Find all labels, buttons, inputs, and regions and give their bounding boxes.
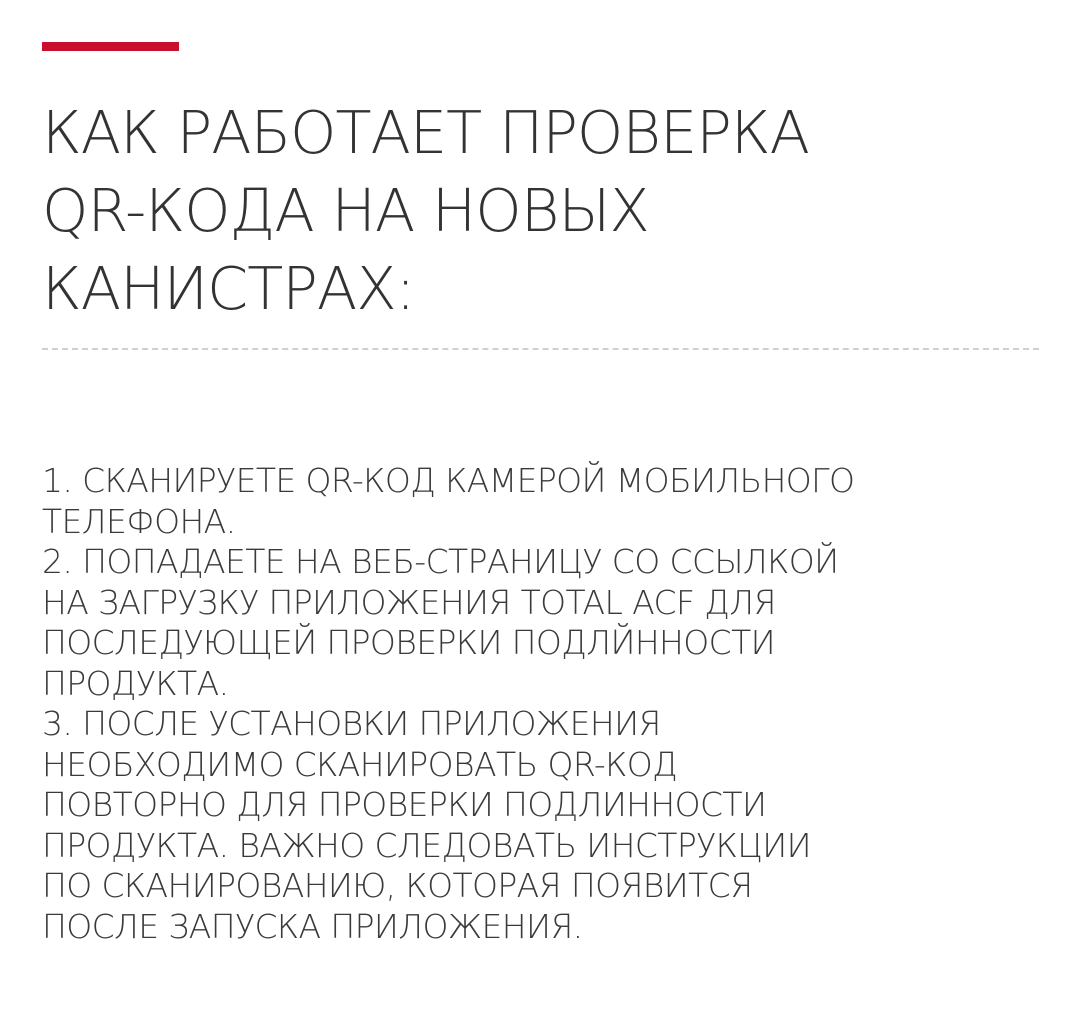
accent-bar [42,42,179,51]
step-text-line: ПОСЛЕ ЗАПУСКА ПРИЛОЖЕНИЯ. [42,906,583,946]
step-text-line: 2. ПОПАДАЕТЕ НА ВЕБ-СТРАНИЦУ СО ССЫЛКОЙ [42,542,839,581]
instruction-steps [42,461,1052,947]
step-text-line: ПОСЛЕДУЮЩЕЙ ПРОВЕРКИ ПОДЛЙННОСТИ [42,623,775,662]
step-text-line: ПРОДУКТА. [42,663,229,703]
step-text-line: ПОВТОРНО ДЛЯ ПРОВЕРКИ ПОДЛИННОСТИ [42,785,767,824]
step-text-line: НЕОБХОДИМО СКАНИРОВАТЬ QR-КОД [42,744,678,784]
step-text-line: ТЕЛЕФОНА. [42,501,236,541]
title-line: QR-КОДА НА НОВЫХ [42,176,649,245]
step-text-line: ПРОДУКТА. ВАЖНО СЛЕДОВАТЬ ИНСТРУКЦИИ [42,825,811,865]
page-title [42,94,1052,328]
title-line: КАНИСТРАХ: [42,254,415,323]
step-text-line: НА ЗАГРУЗКУ ПРИЛОЖЕНИЯ TOTAL ACF ДЛЯ [42,582,776,622]
step-text-line: ПО СКАНИРОВАНИЮ, КОТОРАЯ ПОЯВИТСЯ [42,866,753,905]
title-line: КАК РАБОТАЕТ ПРОВЕРКА [42,98,809,167]
step-text-line: 3. ПОСЛЕ УСТАНОВКИ ПРИЛОЖЕНИЯ [42,704,661,743]
dashed-divider [42,348,1039,350]
step-text-line: 1. СКАНИРУЕТЕ QR-КОД КАМЕРОЙ МОБИЛЬНОГО [42,461,855,500]
